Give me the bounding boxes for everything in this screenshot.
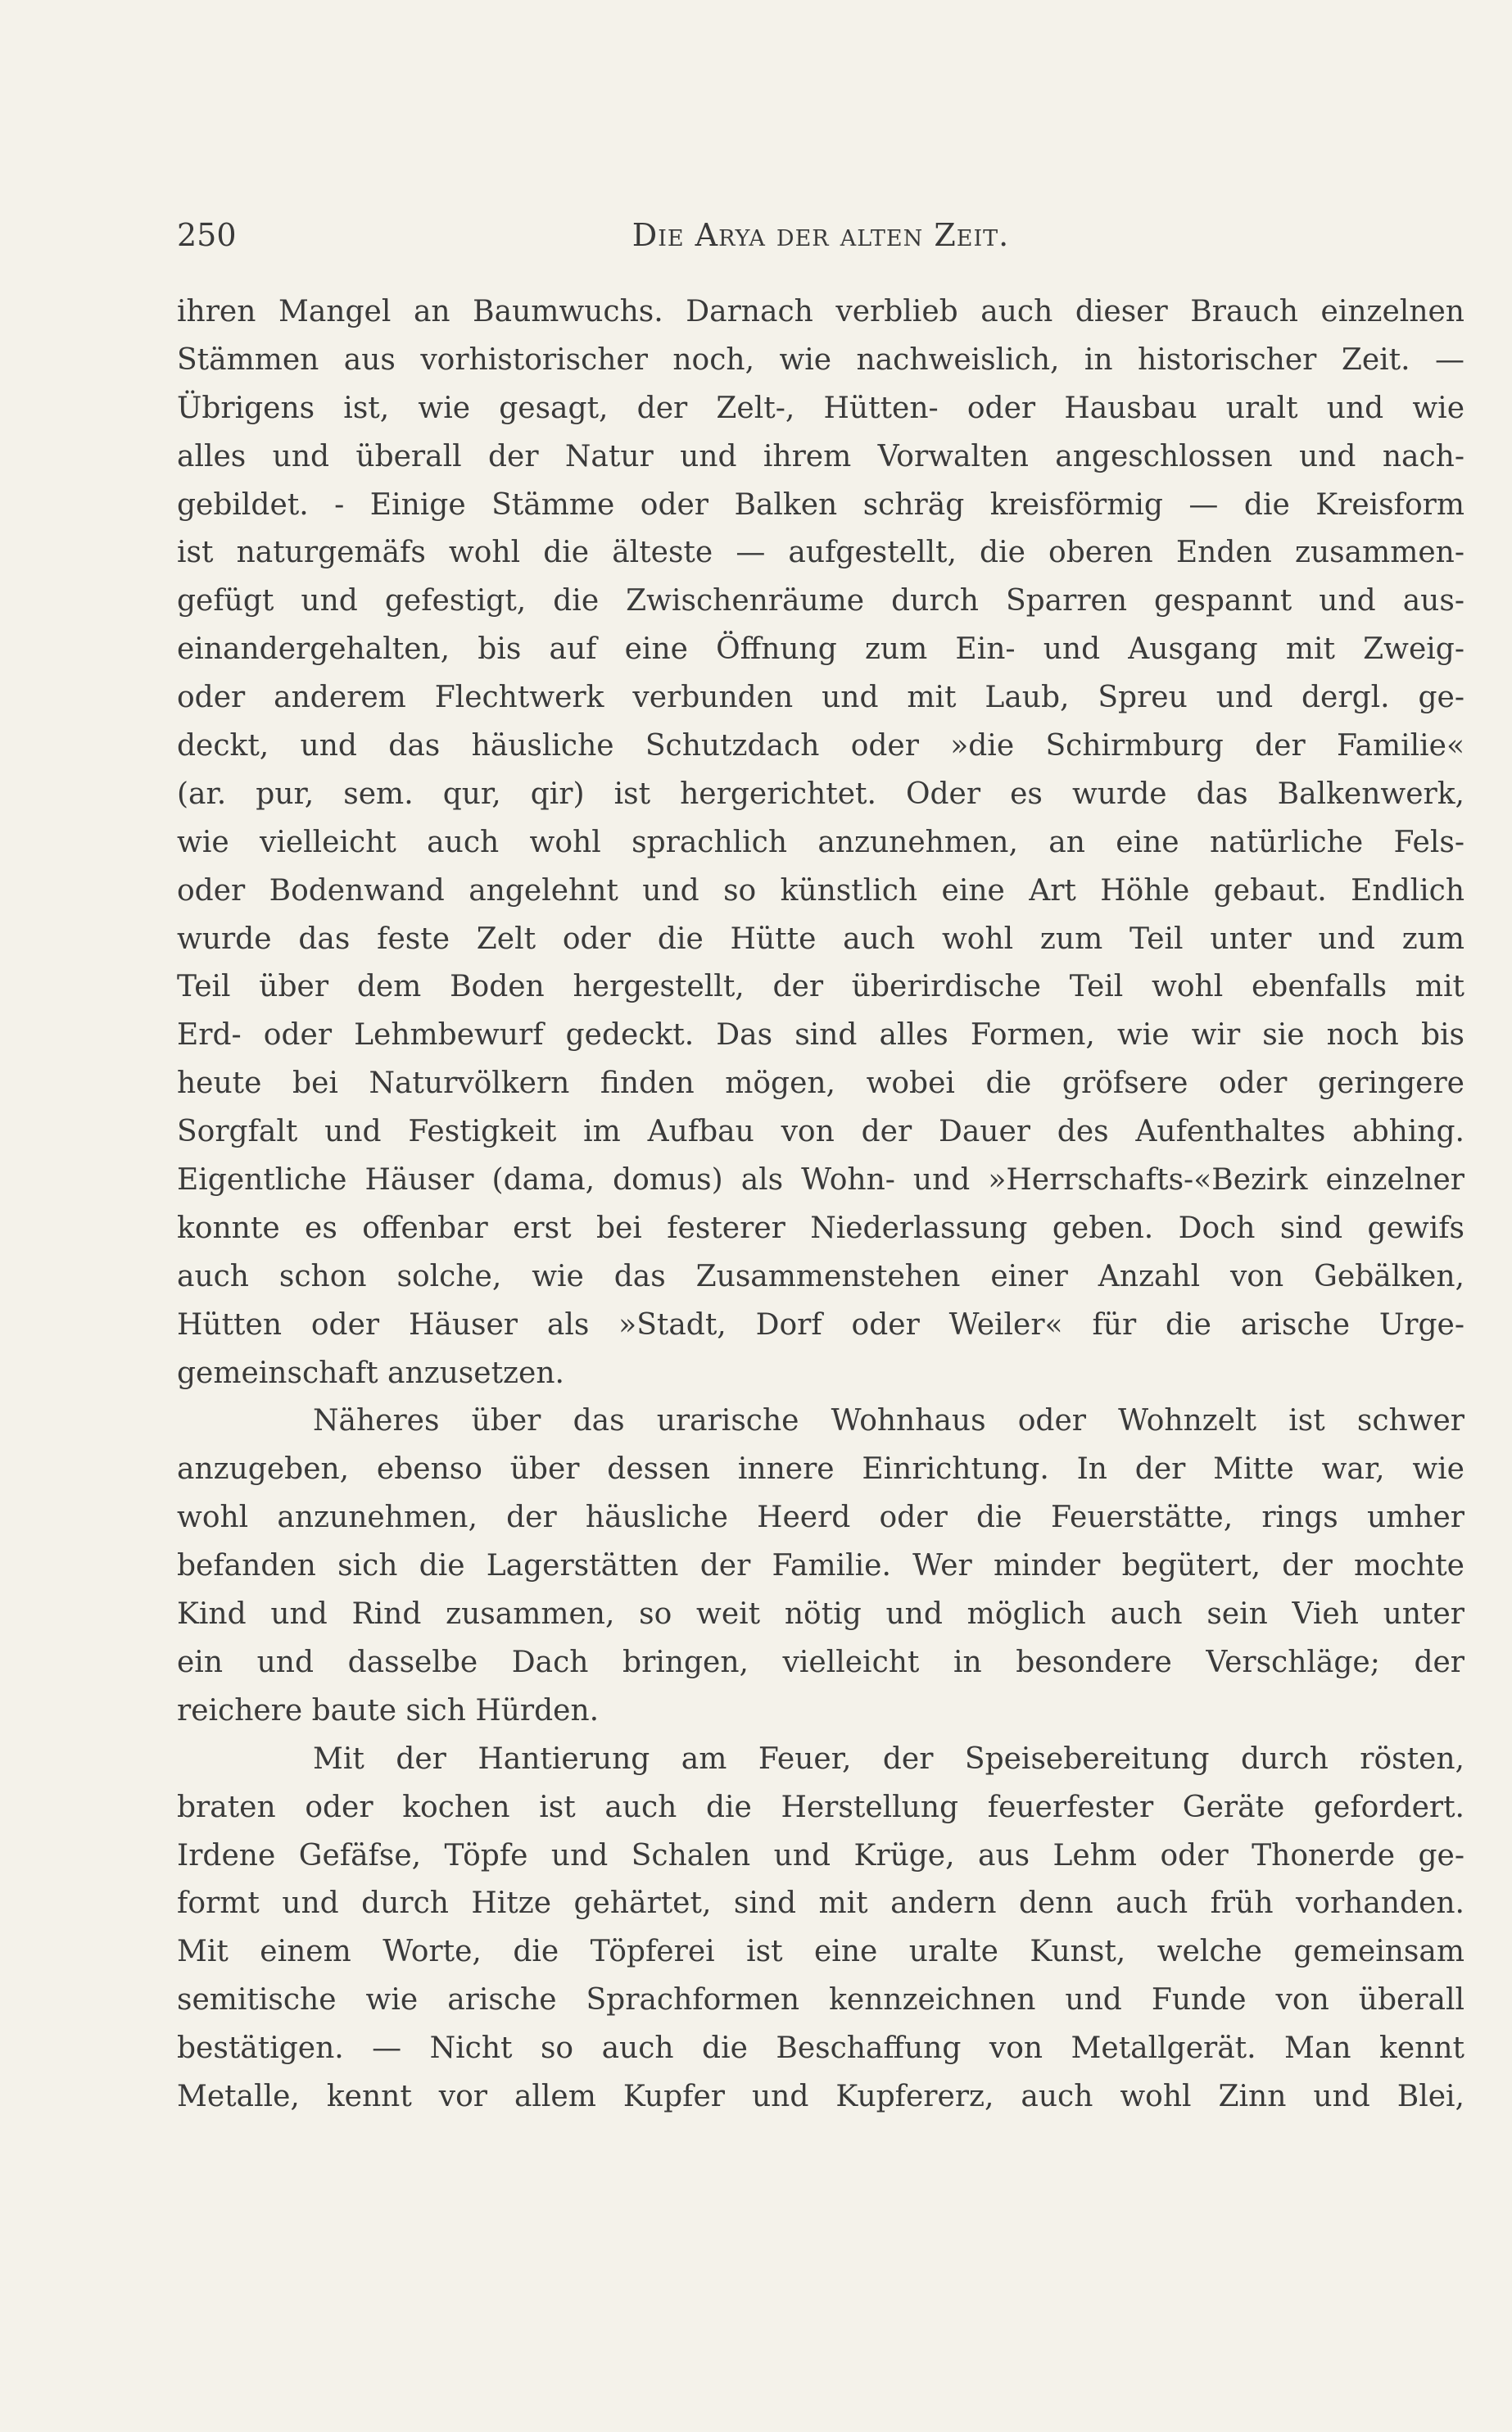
text-line: ein und dasselbe Dach bringen, vielleicht in besondere Verschläge; der <box>177 1645 1464 1679</box>
text-line: konnte es offenbar erst bei festerer Niederlassung geben. Doch sind gewifs <box>177 1211 1464 1245</box>
text-line: Erd- oder Lehmbewurf gedeckt. Das sind alles Formen, wie wir sie noch bis <box>177 1018 1464 1053</box>
text-line: gemeinschaft anzusetzen. <box>177 1356 564 1390</box>
text-line: (ar. pur, sem. qur, qir) ist hergerichtet. Oder es wurde das Balkenwerk, <box>177 777 1464 811</box>
text-line: semitische wie arische Sprachformen kennzeichnen und Funde von überall <box>177 1983 1464 2018</box>
text-line: gebildet. - Einige Stämme oder Balken schräg kreisförmig — die Kreisform <box>177 487 1464 522</box>
text-line: Teil über dem Boden hergestellt, der überirdische Teil wohl ebenfalls mit <box>177 970 1464 1004</box>
text-line: gefügt und gefestigt, die Zwischenräume durch Sparren gespannt und aus- <box>177 584 1464 618</box>
text-line: wurde das feste Zelt oder die Hütte auch wohl zum Teil unter und zum <box>177 922 1464 956</box>
text-line: Mit der Hantierung am Feuer, der Speisebereitung durch rösten, <box>313 1741 1464 1776</box>
running-title: Die Arya der alten Zeit. <box>632 217 1010 253</box>
text-line: Näheres über das urarische Wohnhaus oder Wohnzelt ist schwer <box>313 1404 1464 1438</box>
text-line: Eigentliche Häuser (dama, domus) als Wohn- und »Herrschafts-«Bezirk einzelner <box>177 1163 1464 1198</box>
text-line: Übrigens ist, wie gesagt, der Zelt-, Hütten- oder Hausbau uralt und wie <box>177 391 1464 425</box>
text-line: ihren Mangel an Baumwuchs. Darnach verblieb auch dieser Brauch einzelnen <box>177 295 1464 328</box>
text-line: deckt, und das häusliche Schutzdach oder »die Schirmburg der Familie« <box>177 729 1464 763</box>
page-header <box>177 215 1464 256</box>
text-line: auch schon solche, wie das Zusammenstehen einer Anzahl von Gebälken, <box>177 1259 1464 1293</box>
text-line: reichere baute sich Hürden. <box>177 1693 600 1728</box>
text-line: befanden sich die Lagerstätten der Familie. Wer minder begütert, der mochte <box>177 1549 1464 1583</box>
text-line: ist naturgemäfs wohl die älteste — aufgestellt, die oberen Enden zusammen- <box>177 536 1464 570</box>
text-line: Stämmen aus vorhistorischer noch, wie nachweislich, in historischer Zeit. — <box>177 342 1464 377</box>
text-line: wohl anzunehmen, der häusliche Heerd oder die Feuerstätte, rings umher <box>177 1501 1464 1535</box>
text-line: formt und durch Hitze gehärtet, sind mit andern denn auch früh vorhanden. <box>177 1886 1464 1921</box>
text-line: Sorgfalt und Festigkeit im Aufbau von der Dauer des Aufenthaltes abhing. <box>177 1115 1464 1149</box>
text-line: Hütten oder Häuser als »Stadt, Dorf oder Weiler« für die arische Urge- <box>177 1307 1464 1342</box>
text-line: wie vielleicht auch wohl sprachlich anzunehmen, an eine natürliche Fels- <box>177 825 1464 859</box>
text-line: Irdene Gefäfse, Töpfe und Schalen und Krüge, aus Lehm oder Thonerde ge- <box>177 1838 1464 1873</box>
text-line: Kind und Rind zusammen, so weit nötig und möglich auch sein Vieh unter <box>177 1597 1464 1632</box>
text-line: anzugeben, ebenso über dessen innere Einrichtung. In der Mitte war, wie <box>177 1452 1464 1487</box>
text-line: alles und überall der Natur und ihrem Vorwalten angeschlossen und nach- <box>177 439 1464 473</box>
text-line: oder Bodenwand angelehnt und so künstlich eine Art Höhle gebaut. Endlich <box>177 873 1464 908</box>
text-line: braten oder kochen ist auch die Herstellung feuerfester Geräte gefordert. <box>177 1790 1464 1824</box>
body-text <box>177 288 1464 2122</box>
text-line: Mit einem Worte, die Töpferei ist eine uralte Kunst, welche gemeinsam <box>177 1935 1464 1969</box>
page-number: 250 <box>177 217 237 253</box>
text-line: bestätigen. — Nicht so auch die Beschaffung von Metallgerät. Man kennt <box>177 2031 1464 2066</box>
text-line: heute bei Naturvölkern finden mögen, wobei die gröfsere oder geringere <box>177 1067 1464 1101</box>
text-line: einandergehalten, bis auf eine Öffnung zum Ein- und Ausgang mit Zweig- <box>177 632 1464 667</box>
text-line: oder anderem Flechtwerk verbunden und mit Laub, Spreu und dergl. ge- <box>177 681 1464 715</box>
text-line: Metalle, kennt vor allem Kupfer und Kupfererz, auch wohl Zinn und Blei, <box>177 2079 1464 2113</box>
